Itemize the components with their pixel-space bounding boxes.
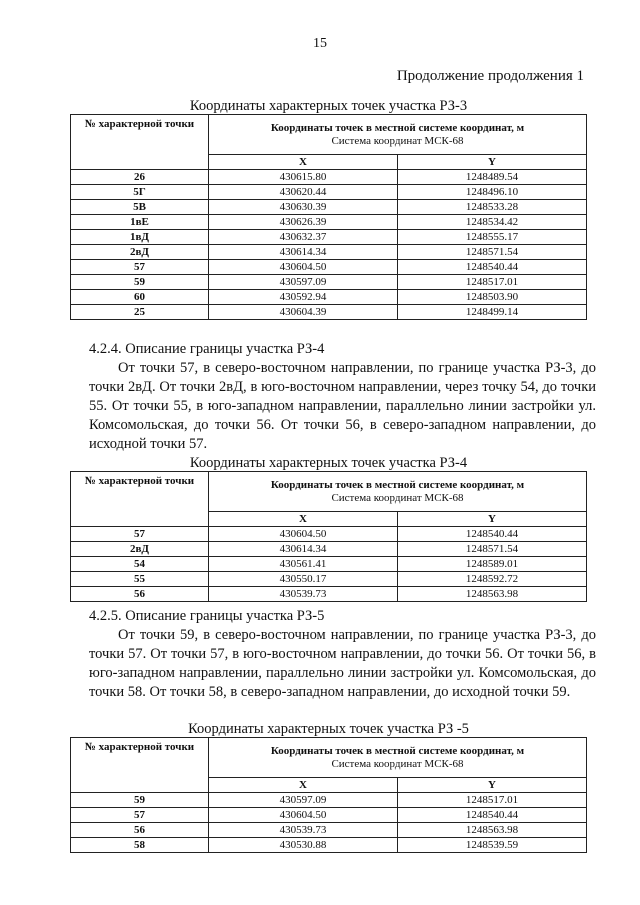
table-row <box>71 260 587 275</box>
point-number-header: № характерной точки <box>71 472 209 527</box>
y-value: 1248571.54 <box>398 245 587 260</box>
point-number: 56 <box>71 587 209 602</box>
x-value: 430614.34 <box>209 245 398 260</box>
point-number: 59 <box>71 793 209 808</box>
point-number: 5В <box>71 200 209 215</box>
table-row <box>71 527 587 542</box>
table-row <box>71 305 587 320</box>
y-value: 1248540.44 <box>398 808 587 823</box>
point-number: 25 <box>71 305 209 320</box>
page-number: 15 <box>313 36 327 51</box>
section-4-2-4 <box>89 340 596 454</box>
y-column-header: Y <box>398 155 587 170</box>
y-value: 1248533.28 <box>398 200 587 215</box>
x-value: 430592.94 <box>209 290 398 305</box>
point-number-header: № характерной точки <box>71 738 209 793</box>
x-column-header: X <box>209 512 398 527</box>
table-row <box>71 542 587 557</box>
x-value: 430597.09 <box>209 275 398 290</box>
table-rz5-block <box>70 721 587 853</box>
coordinates-header-title: Координаты точек в местной системе координат, м <box>270 121 525 134</box>
x-column-header: X <box>209 778 398 793</box>
coordinate-system-label: Система координат МСК-68 <box>331 134 464 147</box>
point-number: 1вД <box>71 230 209 245</box>
x-value: 430530.88 <box>209 838 398 853</box>
point-number: 1вЕ <box>71 215 209 230</box>
point-number: 57 <box>71 260 209 275</box>
x-column-header: X <box>209 155 398 170</box>
x-value: 430630.39 <box>209 200 398 215</box>
table-row <box>71 793 587 808</box>
table-caption: Координаты характерных точек участка РЗ-3 <box>189 98 468 114</box>
table-caption: Координаты характерных точек участка РЗ-4 <box>189 455 468 471</box>
y-value: 1248555.17 <box>398 230 587 245</box>
x-value: 430626.39 <box>209 215 398 230</box>
y-value: 1248540.44 <box>398 260 587 275</box>
y-value: 1248539.59 <box>398 838 587 853</box>
point-number: 2вД <box>71 542 209 557</box>
table-row <box>71 838 587 853</box>
x-value: 430632.37 <box>209 230 398 245</box>
table-row <box>71 823 587 838</box>
coordinates-table-rz4 <box>70 471 587 602</box>
y-column-header: Y <box>398 778 587 793</box>
x-value: 430597.09 <box>209 793 398 808</box>
x-value: 430614.34 <box>209 542 398 557</box>
y-value: 1248503.90 <box>398 290 587 305</box>
coordinates-table-rz5 <box>70 737 587 853</box>
appendix-label: Продолжение продолжения 1 <box>396 68 584 84</box>
table-row <box>71 185 587 200</box>
table-row <box>71 557 587 572</box>
y-value: 1248540.44 <box>398 527 587 542</box>
coordinates-header-title: Координаты точек в местной системе координат, м <box>270 478 525 491</box>
coordinates-header <box>209 115 587 155</box>
section-text: От точки 57, в северо-восточном направлении, по границе участка РЗ-3, до точки 2вД. От точки 2вД, в юго-восточном направлении, через точку 54, до точки 55. От точки 55, в юго-западном направлении, параллельно линии застройки ул. Комсомольская, до точки 56. От точки 56, в северо-западном направлении, до исходной точки 57. <box>89 360 596 452</box>
table-row <box>71 808 587 823</box>
y-value: 1248496.10 <box>398 185 587 200</box>
table-rz3-block <box>70 98 587 320</box>
point-number: 2вД <box>71 245 209 260</box>
coordinate-system-label: Система координат МСК-68 <box>331 491 464 504</box>
x-value: 430561.41 <box>209 557 398 572</box>
point-number: 55 <box>71 572 209 587</box>
y-value: 1248592.72 <box>398 572 587 587</box>
coordinate-system-label: Система координат МСК-68 <box>331 757 464 770</box>
section-heading: 4.2.5. Описание границы участка РЗ-5 <box>89 608 325 624</box>
table-row <box>71 275 587 290</box>
table-row <box>71 572 587 587</box>
coordinates-header-title: Координаты точек в местной системе координат, м <box>270 744 525 757</box>
y-value: 1248517.01 <box>398 275 587 290</box>
point-number: 56 <box>71 823 209 838</box>
y-value: 1248563.98 <box>398 823 587 838</box>
section-4-2-5 <box>89 607 596 702</box>
section-text: От точки 59, в северо-восточном направлении, по границе участка РЗ-3, до точки 57. От точки 57, в юго-восточном направлении, до точки 56. От точки 56, в юго-западном направлении, параллельно линии застройки ул. Комсомольская, до точки 58. От точки 58, в северо-западном направлении, до исходной точки 59. <box>89 627 596 700</box>
y-value: 1248499.14 <box>398 305 587 320</box>
y-column-header: Y <box>398 512 587 527</box>
table-row <box>71 215 587 230</box>
x-value: 430604.50 <box>209 260 398 275</box>
x-value: 430539.73 <box>209 823 398 838</box>
table-row <box>71 230 587 245</box>
y-value: 1248563.98 <box>398 587 587 602</box>
point-number: 60 <box>71 290 209 305</box>
coordinates-table-rz3 <box>70 114 587 320</box>
coordinates-header <box>209 738 587 778</box>
x-value: 430604.39 <box>209 305 398 320</box>
point-number: 5Г <box>71 185 209 200</box>
point-number: 54 <box>71 557 209 572</box>
table-row <box>71 170 587 185</box>
x-value: 430539.73 <box>209 587 398 602</box>
y-value: 1248534.42 <box>398 215 587 230</box>
point-number: 58 <box>71 838 209 853</box>
table-row <box>71 200 587 215</box>
x-value: 430604.50 <box>209 808 398 823</box>
point-number: 26 <box>71 170 209 185</box>
y-value: 1248517.01 <box>398 793 587 808</box>
coordinates-header <box>209 472 587 512</box>
table-caption: Координаты характерных точек участка РЗ -5 <box>188 721 469 737</box>
point-number: 59 <box>71 275 209 290</box>
table-row <box>71 245 587 260</box>
y-value: 1248489.54 <box>398 170 587 185</box>
y-value: 1248589.01 <box>398 557 587 572</box>
table-row <box>71 587 587 602</box>
table-row <box>71 290 587 305</box>
point-number: 57 <box>71 808 209 823</box>
point-number-header: № характерной точки <box>71 115 209 170</box>
x-value: 430550.17 <box>209 572 398 587</box>
point-number: 57 <box>71 527 209 542</box>
y-value: 1248571.54 <box>398 542 587 557</box>
x-value: 430604.50 <box>209 527 398 542</box>
x-value: 430615.80 <box>209 170 398 185</box>
table-rz4-block <box>70 455 587 602</box>
x-value: 430620.44 <box>209 185 398 200</box>
section-heading: 4.2.4. Описание границы участка РЗ-4 <box>89 341 325 357</box>
